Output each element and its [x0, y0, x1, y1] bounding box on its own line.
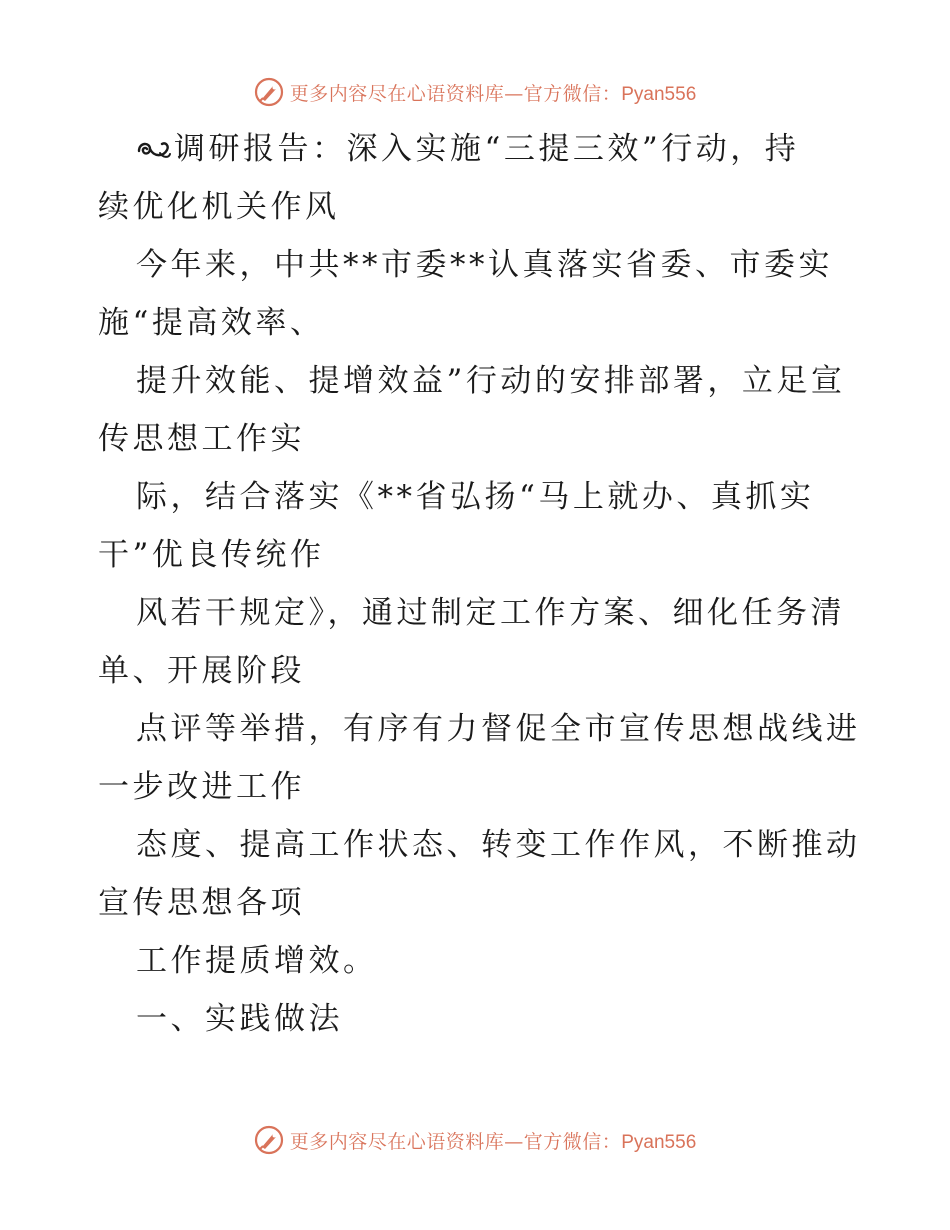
- paragraph-line: 际，结合落实《**省弘扬“马上就办、真抓实: [136, 479, 815, 515]
- document-body: [98, 120, 861, 1048]
- paragraph-line: 单、开展阶段: [98, 653, 305, 689]
- paragraph-line: 态度、提高工作状态、转变工作作风，不断推动: [136, 827, 861, 863]
- document-title-line-2: 续优化机关作风: [98, 189, 340, 225]
- pen-logo-icon: [254, 1125, 284, 1155]
- paragraph-line: 提升效能、提增效益”行动的安排部署，立足宣: [136, 363, 846, 399]
- document-title-text: 调研报告：深入实施“三提三效”行动，持: [174, 131, 800, 167]
- watermark-wechat-id: Pyan556: [621, 83, 697, 105]
- paragraph-line: 点评等举措，有序有力督促全市宣传思想战线进: [136, 711, 861, 747]
- paragraph-line: 传思想工作实: [98, 421, 305, 457]
- paragraph-line: 施“提高效率、: [98, 305, 325, 341]
- paragraph-line: 宣传思想各项: [98, 885, 305, 921]
- footer-watermark: [0, 1120, 950, 1160]
- paragraph-line: 今年来，中共**市委**认真落实省委、市委实: [136, 247, 833, 283]
- watermark-text: 更多内容尽在心语资料库—官方微信：: [289, 82, 622, 105]
- ornament-icon: [136, 137, 172, 161]
- pen-logo-icon: [254, 77, 284, 107]
- document-title-line-1: [98, 120, 858, 178]
- paragraph-line: 风若干规定》，通过制定工作方案、细化任务清: [136, 595, 845, 631]
- header-watermark: [0, 72, 950, 112]
- watermark-text: 更多内容尽在心语资料库—官方微信：: [289, 1130, 622, 1153]
- paragraph-line: 干”优良传统作: [98, 537, 325, 573]
- section-heading: 一、实践做法: [136, 1001, 343, 1037]
- watermark-wechat-id: Pyan556: [621, 1131, 697, 1153]
- paragraph-line: 一步改进工作: [98, 769, 305, 805]
- paragraph-line: 工作提质增效。: [136, 943, 378, 979]
